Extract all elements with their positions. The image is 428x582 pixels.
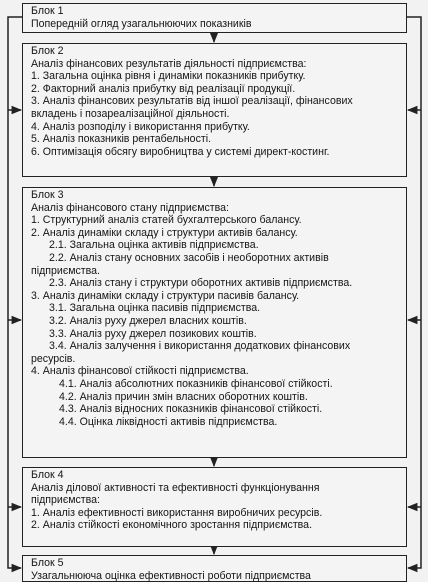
- block-line: Узагальнююча оцінка ефективності роботи підприємства: [31, 569, 311, 582]
- block-5: [22, 555, 407, 582]
- block-line: 3.4. Аналіз залучення і використання додаткових фінансових: [49, 340, 351, 353]
- block-title: Блок 3: [31, 189, 64, 201]
- block-4: [22, 467, 407, 547]
- block-line: 3.2. Аналіз руху джерел власних коштів.: [49, 314, 247, 327]
- block-line: 5. Аналіз показників рентабельності.: [31, 133, 212, 146]
- block-line: Аналіз фінансових результатів діяльності підприємства:: [31, 57, 307, 70]
- block-line: 1. Аналіз ефективності використання виробничих ресурсів.: [31, 506, 323, 519]
- block-line: 4.3. Аналіз відносних показників фінансової стійкості.: [59, 403, 323, 416]
- block-1: [22, 3, 407, 33]
- right-bypass-line: [407, 17, 421, 568]
- block-line: 1. Загальна оцінка рівня і динаміки показників прибутку.: [31, 70, 306, 83]
- block-line: 4. Аналіз розподілу і використання прибутку.: [31, 120, 250, 133]
- block-line: 4.2. Аналіз причин змін власних оборотних коштів.: [59, 390, 308, 403]
- block-line: 2. Аналіз динаміки складу і структури активів балансу.: [31, 226, 298, 239]
- block-title: Блок 1: [31, 5, 64, 17]
- block-line: вкладень і позареалізаційної діяльності.: [31, 107, 230, 120]
- block-line: 1. Структурний аналіз статей бухгалтерського балансу.: [31, 214, 302, 227]
- block-line: Аналіз фінансового стану підприємства:: [31, 201, 229, 214]
- block-line: 2.1. Загальна оцінка активів підприємства.: [49, 239, 259, 252]
- block-line: підприємства:: [31, 494, 100, 507]
- block-line: підприємства.: [31, 264, 100, 277]
- block-line: ресурсів.: [31, 352, 76, 365]
- block-line: 3.3. Аналіз руху джерел позикових коштів.: [49, 327, 257, 340]
- left-bypass-line: [8, 17, 22, 568]
- block-2: [22, 43, 407, 177]
- block-line: 3. Аналіз динаміки складу і структури пасивів балансу.: [31, 289, 300, 302]
- block-line: 3.1. Загальна оцінка пасивів підприємства.: [49, 302, 261, 315]
- block-line: 2.3. Аналіз стану і структури оборотних активів підприємства.: [49, 277, 353, 290]
- block-title: Блок 4: [31, 469, 64, 481]
- block-line: 4.4. Оцінка ліквідності активів підприємства.: [59, 415, 278, 428]
- block-title: Блок 5: [31, 557, 64, 569]
- block-line: 4.1. Аналіз абсолютних показників фінансової стійкості.: [59, 377, 333, 390]
- block-line: 2. Факторний аналіз прибутку від реалізації продукції.: [31, 82, 296, 95]
- block-line: 2.2. Аналіз стану основних засобів і необоротних активів: [49, 251, 329, 264]
- block-line: 4. Аналіз фінансової стійкості підприємства.: [31, 365, 249, 378]
- block-3: [22, 187, 407, 458]
- block-line: 6. Оптимізація обсягу виробництва у системі директ-костинг.: [31, 145, 330, 158]
- block-line: 3. Аналіз фінансових результатів від іншої реалізації, фінансових: [31, 95, 353, 108]
- block-line: Аналіз ділової активності та ефективності функціонування: [31, 481, 320, 494]
- block-line: 2. Аналіз стійкості економічного зростання підприємства.: [31, 519, 313, 532]
- block-title: Блок 2: [31, 45, 64, 57]
- block-line: Попередній огляд узагальнюючих показників: [31, 17, 252, 30]
